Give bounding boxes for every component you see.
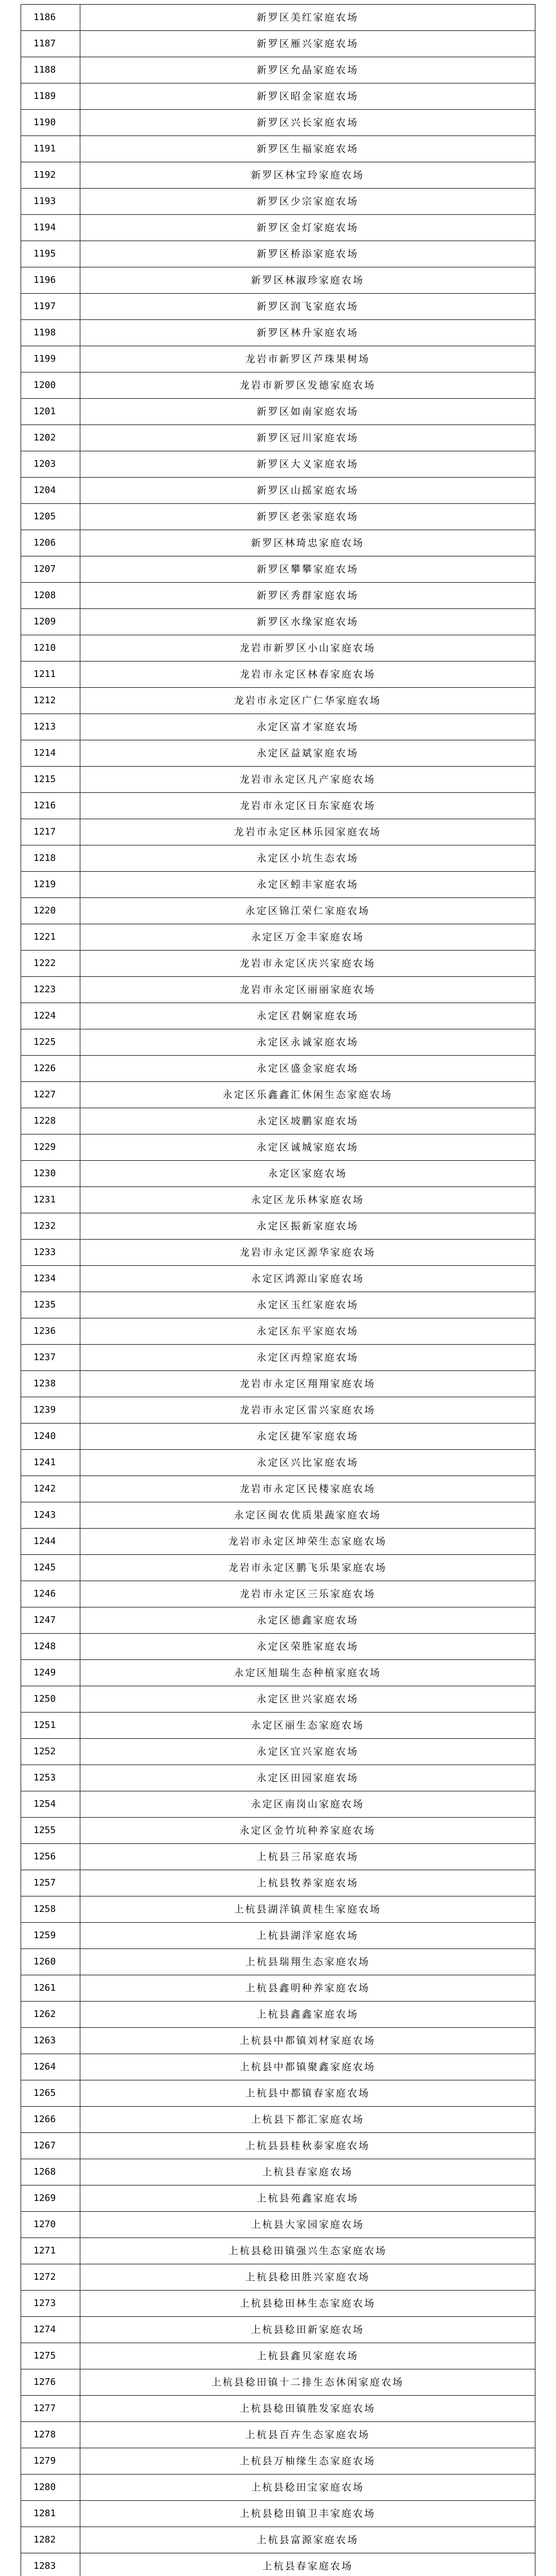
table-row [21, 1634, 535, 1660]
table-row [21, 1923, 535, 1949]
row-number: 1258 [21, 1896, 80, 1923]
farm-name: 新罗区林升家庭农场 [80, 320, 535, 346]
table-row [21, 162, 535, 189]
row-number: 1247 [21, 1607, 80, 1634]
farm-name: 龙岩市永定区雷兴家庭农场 [80, 1397, 535, 1423]
row-number: 1209 [21, 609, 80, 635]
farm-name: 龙岩市永定区三乐家庭农场 [80, 1581, 535, 1607]
table-row [21, 635, 535, 662]
farm-name: 永定区益斌家庭农场 [80, 740, 535, 767]
row-number: 1225 [21, 1029, 80, 1056]
row-number: 1211 [21, 662, 80, 688]
farm-name: 上杭县苑鑫家庭农场 [80, 2185, 535, 2212]
row-number: 1251 [21, 1713, 80, 1739]
table-row [21, 2422, 535, 2448]
row-number: 1204 [21, 478, 80, 504]
row-number: 1276 [21, 2369, 80, 2396]
table-row [21, 2475, 535, 2501]
row-number: 1279 [21, 2448, 80, 2475]
table-row [21, 1213, 535, 1240]
row-number: 1219 [21, 872, 80, 898]
table-row [21, 2369, 535, 2396]
farm-name: 新罗区老张家庭农场 [80, 504, 535, 530]
table-row [21, 2054, 535, 2080]
table-row [21, 2396, 535, 2422]
row-number: 1208 [21, 583, 80, 609]
farm-name: 上杭县稔田镇强兴生态家庭农场 [80, 2238, 535, 2264]
table-row [21, 1660, 535, 1686]
row-number: 1237 [21, 1345, 80, 1371]
row-number: 1248 [21, 1634, 80, 1660]
farm-name: 龙岩市永定区庆兴家庭农场 [80, 951, 535, 977]
row-number: 1188 [21, 57, 80, 83]
row-number: 1218 [21, 845, 80, 872]
row-number: 1241 [21, 1450, 80, 1476]
row-number: 1196 [21, 267, 80, 294]
row-number: 1281 [21, 2501, 80, 2527]
farm-name: 新罗区林宝玲家庭农场 [80, 162, 535, 189]
row-number: 1202 [21, 425, 80, 451]
farm-name: 上杭县瑞翔生态家庭农场 [80, 1949, 535, 1975]
table-row [21, 1818, 535, 1844]
farm-name: 永定区玉红家庭农场 [80, 1292, 535, 1318]
farm-name: 永定区万金丰家庭农场 [80, 924, 535, 951]
table-row [21, 1371, 535, 1397]
row-number: 1201 [21, 399, 80, 425]
table-row [21, 1686, 535, 1713]
farm-name: 永定区蚓丰家庭农场 [80, 872, 535, 898]
table-row [21, 1187, 535, 1213]
farm-name: 上杭县稔田林生态家庭农场 [80, 2291, 535, 2317]
table-row [21, 31, 535, 57]
row-number: 1197 [21, 294, 80, 320]
table-row [21, 1765, 535, 1791]
table-row [21, 1108, 535, 1134]
table-row [21, 1870, 535, 1896]
farm-name: 上杭县百卉生态家庭农场 [80, 2422, 535, 2448]
table-row [21, 2002, 535, 2028]
table-row [21, 2185, 535, 2212]
row-number: 1192 [21, 162, 80, 189]
table-row [21, 1791, 535, 1818]
row-number: 1246 [21, 1581, 80, 1607]
table-row [21, 845, 535, 872]
table-row [21, 819, 535, 845]
farm-name: 永定区金竹坑种养家庭农场 [80, 1818, 535, 1844]
farm-name: 新罗区冠川家庭农场 [80, 425, 535, 451]
table-row [21, 294, 535, 320]
table-row [21, 2133, 535, 2159]
table-row [21, 1134, 535, 1161]
table-row [21, 898, 535, 924]
farm-name: 上杭县稔田镇卫丰家庭农场 [80, 2501, 535, 2527]
farm-name: 永定区永诚家庭农场 [80, 1029, 535, 1056]
farm-name: 永定区富才家庭农场 [80, 714, 535, 740]
farm-name: 永定区小坑生态农场 [80, 845, 535, 872]
farm-name: 永定区兴比家庭农场 [80, 1450, 535, 1476]
row-number: 1244 [21, 1529, 80, 1555]
row-number: 1242 [21, 1476, 80, 1502]
table-row [21, 609, 535, 635]
table-row [21, 1739, 535, 1765]
row-number: 1240 [21, 1423, 80, 1450]
row-number: 1245 [21, 1555, 80, 1581]
row-number: 1253 [21, 1765, 80, 1791]
table-row [21, 1844, 535, 1870]
row-number: 1260 [21, 1949, 80, 1975]
table-row [21, 1397, 535, 1423]
row-number: 1213 [21, 714, 80, 740]
table-row [21, 1423, 535, 1450]
farm-name: 龙岩市永定区林春家庭农场 [80, 662, 535, 688]
farm-name: 龙岩市永定区坤荣生态家庭农场 [80, 1529, 535, 1555]
farm-name: 永定区东平家庭农场 [80, 1318, 535, 1345]
table-row [21, 110, 535, 136]
farm-name: 永定区家庭农场 [80, 1161, 535, 1187]
row-number: 1255 [21, 1818, 80, 1844]
row-number: 1267 [21, 2133, 80, 2159]
farm-name: 新罗区大义家庭农场 [80, 451, 535, 478]
row-number: 1214 [21, 740, 80, 767]
farm-name: 上杭县稔田镇胜发家庭农场 [80, 2396, 535, 2422]
table-row [21, 2527, 535, 2553]
farm-name: 龙岩市永定区民楼家庭农场 [80, 1476, 535, 1502]
farm-name: 永定区乐鑫鑫汇休闲生态家庭农场 [80, 1082, 535, 1108]
row-number: 1264 [21, 2054, 80, 2080]
table-row [21, 977, 535, 1003]
row-number: 1235 [21, 1292, 80, 1318]
row-number: 1220 [21, 898, 80, 924]
row-number: 1234 [21, 1266, 80, 1292]
row-number: 1186 [21, 5, 80, 31]
row-number: 1262 [21, 2002, 80, 2028]
table-row [21, 2238, 535, 2264]
row-number: 1282 [21, 2527, 80, 2553]
row-number: 1270 [21, 2212, 80, 2238]
row-number: 1222 [21, 951, 80, 977]
row-number: 1207 [21, 556, 80, 583]
farm-name: 上杭县稔田胜兴家庭农场 [80, 2264, 535, 2291]
farm-name: 永定区丽生态家庭农场 [80, 1713, 535, 1739]
table-row [21, 1292, 535, 1318]
table-row [21, 2264, 535, 2291]
table-row [21, 5, 535, 31]
table-row [21, 556, 535, 583]
row-number: 1227 [21, 1082, 80, 1108]
table-row [21, 136, 535, 162]
row-number: 1275 [21, 2343, 80, 2369]
table-row [21, 924, 535, 951]
row-number: 1280 [21, 2475, 80, 2501]
farm-name: 上杭县稔田宝家庭农场 [80, 2475, 535, 2501]
row-number: 1199 [21, 346, 80, 372]
row-number: 1203 [21, 451, 80, 478]
row-number: 1243 [21, 1502, 80, 1529]
table-row [21, 425, 535, 451]
row-number: 1221 [21, 924, 80, 951]
row-number: 1254 [21, 1791, 80, 1818]
table-row [21, 478, 535, 504]
row-number: 1263 [21, 2028, 80, 2054]
table-row [21, 1266, 535, 1292]
table-row [21, 1502, 535, 1529]
row-number: 1283 [21, 2553, 80, 2576]
table-row [21, 740, 535, 767]
table-row [21, 1029, 535, 1056]
table-row [21, 583, 535, 609]
farm-name: 新罗区桥添家庭农场 [80, 241, 535, 267]
table-row [21, 2343, 535, 2369]
table-row [21, 2291, 535, 2317]
farm-name: 上杭县下都汇家庭农场 [80, 2107, 535, 2133]
farm-name: 上杭县中都镇聚鑫家庭农场 [80, 2054, 535, 2080]
table-row [21, 2028, 535, 2054]
row-number: 1261 [21, 1975, 80, 2002]
farm-name: 上杭县湖洋镇黄桂生家庭农场 [80, 1896, 535, 1923]
row-number: 1205 [21, 504, 80, 530]
table-row [21, 2212, 535, 2238]
row-number: 1232 [21, 1213, 80, 1240]
table-row [21, 399, 535, 425]
row-number: 1190 [21, 110, 80, 136]
row-number: 1217 [21, 819, 80, 845]
table-row [21, 320, 535, 346]
row-number: 1216 [21, 793, 80, 819]
table-row [21, 504, 535, 530]
farm-name: 龙岩市新罗区小山家庭农场 [80, 635, 535, 662]
row-number: 1230 [21, 1161, 80, 1187]
table-row [21, 267, 535, 294]
row-number: 1274 [21, 2317, 80, 2343]
table-row [21, 1949, 535, 1975]
farm-name: 上杭县大家园家庭农场 [80, 2212, 535, 2238]
farm-name: 新罗区润飞家庭农场 [80, 294, 535, 320]
farm-name: 上杭县鑫鑫家庭农场 [80, 2002, 535, 2028]
table-row [21, 793, 535, 819]
farm-name: 龙岩市永定区林乐园家庭农场 [80, 819, 535, 845]
farm-name: 龙岩市永定区广仁华家庭农场 [80, 688, 535, 714]
farm-name: 上杭县鑫明种养家庭农场 [80, 1975, 535, 2002]
farm-name: 龙岩市永定区翔翔家庭农场 [80, 1371, 535, 1397]
farm-name: 永定区捷军家庭农场 [80, 1423, 535, 1450]
row-number: 1269 [21, 2185, 80, 2212]
row-number: 1231 [21, 1187, 80, 1213]
row-number: 1210 [21, 635, 80, 662]
row-number: 1233 [21, 1240, 80, 1266]
farm-name: 永定区世兴家庭农场 [80, 1686, 535, 1713]
table-row [21, 2317, 535, 2343]
row-number: 1228 [21, 1108, 80, 1134]
row-number: 1257 [21, 1870, 80, 1896]
farm-name: 新罗区美红家庭农场 [80, 5, 535, 31]
row-number: 1198 [21, 320, 80, 346]
farm-name: 上杭县稔田镇十二排生态休闲家庭农场 [80, 2369, 535, 2396]
row-number: 1187 [21, 31, 80, 57]
farm-name: 龙岩市永定区日东家庭农场 [80, 793, 535, 819]
farm-name: 新罗区允晶家庭农场 [80, 57, 535, 83]
farm-name: 永定区旭瑞生态种植家庭农场 [80, 1660, 535, 1686]
table-row [21, 1161, 535, 1187]
farm-name: 新罗区金灯家庭农场 [80, 215, 535, 241]
table-row [21, 83, 535, 110]
table-row [21, 872, 535, 898]
table-row [21, 662, 535, 688]
table-row [21, 2159, 535, 2185]
farm-name: 上杭县县桂秋泰家庭农场 [80, 2133, 535, 2159]
table-row [21, 1896, 535, 1923]
row-number: 1200 [21, 372, 80, 399]
row-number: 1250 [21, 1686, 80, 1713]
farm-name: 永定区坡鹏家庭农场 [80, 1108, 535, 1134]
farm-name: 新罗区少宗家庭农场 [80, 189, 535, 215]
table-row [21, 530, 535, 556]
farm-name: 永定区宜兴家庭农场 [80, 1739, 535, 1765]
row-number: 1224 [21, 1003, 80, 1029]
farm-name: 永定区丙煌家庭农场 [80, 1345, 535, 1371]
table-row [21, 2080, 535, 2107]
farm-name: 龙岩市永定区凡产家庭农场 [80, 767, 535, 793]
farm-name: 新罗区雁兴家庭农场 [80, 31, 535, 57]
table-row [21, 951, 535, 977]
row-number: 1226 [21, 1056, 80, 1082]
farm-name: 龙岩市新罗区发德家庭农场 [80, 372, 535, 399]
table-row [21, 1056, 535, 1082]
table-row [21, 57, 535, 83]
farm-name: 永定区龙乐林家庭农场 [80, 1187, 535, 1213]
farm-name: 上杭县春家庭农场 [80, 2159, 535, 2185]
farm-name: 永定区荣胜家庭农场 [80, 1634, 535, 1660]
table-row [21, 372, 535, 399]
row-number: 1265 [21, 2080, 80, 2107]
farm-name: 上杭县三吊家庭农场 [80, 1844, 535, 1870]
farm-name: 新罗区水缘家庭农场 [80, 609, 535, 635]
farm-name: 上杭县富源家庭农场 [80, 2527, 535, 2553]
table-row [21, 2501, 535, 2527]
row-number: 1268 [21, 2159, 80, 2185]
table-row [21, 1240, 535, 1266]
table-row [21, 1318, 535, 1345]
row-number: 1259 [21, 1923, 80, 1949]
farm-name: 龙岩市永定区丽丽家庭农场 [80, 977, 535, 1003]
table-row [21, 1476, 535, 1502]
farm-list-table [21, 4, 535, 2576]
farm-name: 永定区鸿源山家庭农场 [80, 1266, 535, 1292]
row-number: 1256 [21, 1844, 80, 1870]
farm-name: 新罗区生福家庭农场 [80, 136, 535, 162]
table-row [21, 1082, 535, 1108]
farm-name: 永定区锦江荣仁家庭农场 [80, 898, 535, 924]
farm-name: 新罗区攀攀家庭农场 [80, 556, 535, 583]
farm-name: 永定区君娴家庭农场 [80, 1003, 535, 1029]
table-row [21, 241, 535, 267]
farm-name: 新罗区林淑珍家庭农场 [80, 267, 535, 294]
farm-name: 永定区振新家庭农场 [80, 1213, 535, 1240]
table-row [21, 1607, 535, 1634]
table-row [21, 1581, 535, 1607]
row-number: 1239 [21, 1397, 80, 1423]
farm-name: 新罗区山摇家庭农场 [80, 478, 535, 504]
table-row [21, 1713, 535, 1739]
farm-name: 上杭县牧养家庭农场 [80, 1870, 535, 1896]
row-number: 1278 [21, 2422, 80, 2448]
row-number: 1229 [21, 1134, 80, 1161]
table-row [21, 189, 535, 215]
farm-name: 龙岩市新罗区芦珠果树场 [80, 346, 535, 372]
row-number: 1277 [21, 2396, 80, 2422]
row-number: 1266 [21, 2107, 80, 2133]
farm-name: 上杭县稔田新家庭农场 [80, 2317, 535, 2343]
farm-name: 新罗区林琦忠家庭农场 [80, 530, 535, 556]
table-row [21, 2553, 535, 2576]
row-number: 1223 [21, 977, 80, 1003]
farm-name: 上杭县中都镇刘材家庭农场 [80, 2028, 535, 2054]
table-row [21, 451, 535, 478]
row-number: 1272 [21, 2264, 80, 2291]
farm-name: 龙岩市永定区鹏飞乐果家庭农场 [80, 1555, 535, 1581]
row-number: 1236 [21, 1318, 80, 1345]
row-number: 1215 [21, 767, 80, 793]
table-row [21, 215, 535, 241]
farm-list-body [21, 5, 535, 2576]
farm-name: 上杭县湖洋家庭农场 [80, 1923, 535, 1949]
table-row [21, 1975, 535, 2002]
row-number: 1271 [21, 2238, 80, 2264]
farm-name: 永定区闽农优质果蔬家庭农场 [80, 1502, 535, 1529]
farm-name: 永定区德鑫家庭农场 [80, 1607, 535, 1634]
table-row [21, 346, 535, 372]
row-number: 1252 [21, 1739, 80, 1765]
row-number: 1194 [21, 215, 80, 241]
row-number: 1249 [21, 1660, 80, 1686]
farm-name: 永定区诚城家庭农场 [80, 1134, 535, 1161]
row-number: 1212 [21, 688, 80, 714]
farm-name: 新罗区秀群家庭农场 [80, 583, 535, 609]
row-number: 1206 [21, 530, 80, 556]
row-number: 1189 [21, 83, 80, 110]
farm-name: 新罗区兴长家庭农场 [80, 110, 535, 136]
table-row [21, 1450, 535, 1476]
farm-name: 上杭县鑫贝家庭农场 [80, 2343, 535, 2369]
table-row [21, 714, 535, 740]
farm-name: 永定区南岗山家庭农场 [80, 1791, 535, 1818]
farm-name: 龙岩市永定区源华家庭农场 [80, 1240, 535, 1266]
farm-name: 上杭县春家庭农场 [80, 2553, 535, 2576]
table-row [21, 1345, 535, 1371]
row-number: 1191 [21, 136, 80, 162]
farm-name: 永定区田园家庭农场 [80, 1765, 535, 1791]
row-number: 1195 [21, 241, 80, 267]
farm-name: 新罗区如南家庭农场 [80, 399, 535, 425]
farm-name: 上杭县万柚缘生态家庭农场 [80, 2448, 535, 2475]
row-number: 1273 [21, 2291, 80, 2317]
row-number: 1193 [21, 189, 80, 215]
farm-name: 上杭县中都镇春家庭农场 [80, 2080, 535, 2107]
table-row [21, 2448, 535, 2475]
table-row [21, 1003, 535, 1029]
table-row [21, 1555, 535, 1581]
row-number: 1238 [21, 1371, 80, 1397]
table-row [21, 767, 535, 793]
farm-name: 永定区盛金家庭农场 [80, 1056, 535, 1082]
table-row [21, 2107, 535, 2133]
table-row [21, 1529, 535, 1555]
table-row [21, 688, 535, 714]
farm-name: 新罗区昭金家庭农场 [80, 83, 535, 110]
